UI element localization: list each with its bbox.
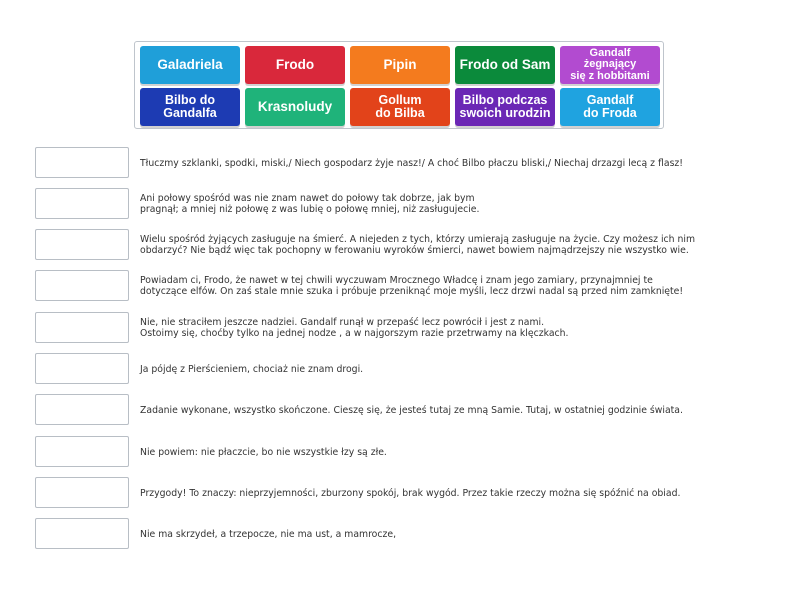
drop-target[interactable] bbox=[35, 147, 129, 178]
tile-galadriela[interactable] bbox=[140, 46, 240, 84]
tile-gollum-do-bilba[interactable] bbox=[350, 88, 450, 126]
tile-bilbo-do-gandalfa[interactable] bbox=[140, 88, 240, 126]
match-row bbox=[35, 147, 755, 179]
match-row bbox=[35, 229, 755, 261]
quote-text: Nie ma skrzydeł, a trzepocze, nie ma ust, a mamrocze, bbox=[140, 528, 397, 540]
tile-label: Frodo bbox=[275, 56, 315, 72]
tile-frodo[interactable] bbox=[245, 46, 345, 84]
match-row bbox=[35, 353, 755, 385]
match-row bbox=[35, 270, 755, 302]
tile-label: Pipin bbox=[383, 56, 417, 72]
quote-text: Powiadam ci, Frodo, że nawet w tej chwili wyczuwam Mrocznego Władcę i znam jego zamiary, przynajmniej te dotyczące elfów. On zaś stale mnie szuka i próbuje przeniknąć moje myśli, lecz drzwi nadal są przed nim zamknięte! bbox=[140, 275, 684, 297]
tile-label: Gollum do Bilba bbox=[375, 92, 425, 120]
drop-target[interactable] bbox=[35, 312, 129, 343]
tile-gandalf-do-froda[interactable] bbox=[560, 88, 660, 126]
drop-target[interactable] bbox=[35, 229, 129, 260]
tile-label: Krasnoludy bbox=[257, 98, 333, 114]
tile-gandalf-zegnajacy[interactable] bbox=[560, 46, 660, 84]
tile-label: Bilbo podczas swoich urodzin bbox=[459, 92, 551, 120]
quote-text: Nie, nie straciłem jeszcze nadziei. Gandalf runął w przepaść lecz powrócił i jest z nami. Ostoimy się, choćby tylko na jednej nodze , a w najgorszym razie przetrwamy na klęczkach. bbox=[140, 317, 569, 339]
match-row bbox=[35, 518, 755, 550]
drop-target[interactable] bbox=[35, 518, 129, 549]
answer-tile-bank bbox=[134, 41, 664, 129]
drop-target[interactable] bbox=[35, 353, 129, 384]
tile-krasnoludy[interactable] bbox=[245, 88, 345, 126]
quote-text: Zadanie wykonane, wszystko skończone. Cieszę się, że jesteś tutaj ze mną Samie. Tutaj, w ostatniej godzinie świata. bbox=[140, 404, 683, 416]
drop-target[interactable] bbox=[35, 394, 129, 425]
drop-target[interactable] bbox=[35, 477, 129, 508]
quote-text: Przygody! To znaczy: nieprzyjemności, zburzony spokój, brak wygód. Przez takie rzeczy można się spóźnić na obiad. bbox=[140, 487, 681, 499]
tile-label: Bilbo do Gandalfa bbox=[163, 92, 217, 120]
tile-pipin[interactable] bbox=[350, 46, 450, 84]
match-row bbox=[35, 477, 755, 509]
tile-label: Galadriela bbox=[157, 56, 223, 72]
quote-text: Ani połowy spośród was nie znam nawet do połowy tak dobrze, jak bym pragnął; a mniej niż połowę z was lubię o połowę mniej, niż zasługujecie. bbox=[140, 193, 480, 215]
tile-label: Frodo od Sam bbox=[459, 56, 551, 72]
quote-text: Wielu spośród żyjących zasługuje na śmierć. A niejeden z tych, którzy umierają zasługuje na życie. Czy możesz ich nim obdarzyć? Nie bądź więc tak pochopny w ferowaniu wyroków śmierci, nawet bowiem najmądrzejszy nie wszystko wie. bbox=[140, 234, 696, 256]
tile-bilbo-podczas-urodzin[interactable] bbox=[455, 88, 555, 126]
drop-target[interactable] bbox=[35, 188, 129, 219]
tile-label: Gandalf do Froda bbox=[583, 92, 637, 120]
quote-text: Ja pójdę z Pierścieniem, chociaż nie znam drogi. bbox=[140, 363, 364, 375]
match-row bbox=[35, 188, 755, 220]
match-row bbox=[35, 394, 755, 426]
match-row bbox=[35, 312, 755, 344]
tile-label: Gandalf żegnający się z hobbitami bbox=[570, 46, 650, 82]
match-row bbox=[35, 436, 755, 468]
drop-target[interactable] bbox=[35, 270, 129, 301]
drop-target[interactable] bbox=[35, 436, 129, 467]
quote-text: Tłuczmy szklanki, spodki, miski,/ Niech gospodarz żyje nasz!/ A choć Bilbo płaczu bliski,/ Niechaj drzazgi lecą z flasz! bbox=[140, 157, 684, 169]
quote-text: Nie powiem: nie płaczcie, bo nie wszystkie łzy są złe. bbox=[140, 446, 387, 458]
tile-frodo-od-sam[interactable] bbox=[455, 46, 555, 84]
